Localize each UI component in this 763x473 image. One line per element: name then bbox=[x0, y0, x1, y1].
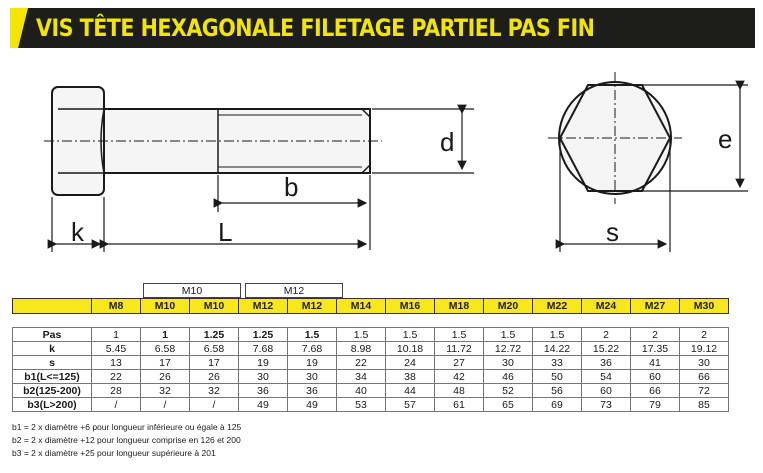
table-cell: 1.25 bbox=[239, 328, 288, 342]
table-cell: 36 bbox=[582, 356, 631, 370]
dim-k-label: k bbox=[71, 217, 84, 247]
notes-block bbox=[12, 421, 241, 460]
dim-e-label: e bbox=[718, 124, 733, 154]
table-cell: 1.5 bbox=[288, 328, 337, 342]
table-cell: 36 bbox=[239, 384, 288, 398]
table-cell: 33 bbox=[533, 356, 582, 370]
table-cell: 1.5 bbox=[435, 328, 484, 342]
table-cell: 22 bbox=[92, 370, 141, 384]
table-cell: / bbox=[190, 398, 239, 412]
table-cell: 19 bbox=[239, 356, 288, 370]
dim-b-label: b bbox=[284, 172, 299, 202]
note-b2: b2 = 2 x diamètre +12 pour longueur comprise en 126 et 200 bbox=[12, 435, 241, 445]
table-cell: 41 bbox=[631, 356, 680, 370]
table-cell: 26 bbox=[190, 370, 239, 384]
table-cell: 30 bbox=[239, 370, 288, 384]
table-cell: 65 bbox=[484, 398, 533, 412]
table-cell: 17 bbox=[190, 356, 239, 370]
table-row bbox=[13, 370, 729, 384]
table-row bbox=[13, 328, 729, 342]
column-header: M20 bbox=[484, 299, 533, 314]
table-cell: 1.5 bbox=[484, 328, 533, 342]
header-blank-cell bbox=[13, 299, 92, 314]
table-cell: 27 bbox=[435, 356, 484, 370]
table-cell: 2 bbox=[631, 328, 680, 342]
table-cell: 54 bbox=[582, 370, 631, 384]
table-cell: 1.5 bbox=[386, 328, 435, 342]
table-row bbox=[13, 342, 729, 356]
table-cell: 1 bbox=[141, 328, 190, 342]
group-header-m12: M12 bbox=[246, 284, 343, 298]
table-cell: 50 bbox=[533, 370, 582, 384]
group-header-m10: M10 bbox=[144, 284, 241, 298]
table-cell: 5.45 bbox=[92, 342, 141, 356]
table-cell: 72 bbox=[680, 384, 729, 398]
table-cell: 26 bbox=[141, 370, 190, 384]
table-cell: 14.22 bbox=[533, 342, 582, 356]
table-cell: 57 bbox=[386, 398, 435, 412]
table-cell: 32 bbox=[190, 384, 239, 398]
column-header: M24 bbox=[582, 299, 631, 314]
table-cell: 49 bbox=[288, 398, 337, 412]
table-cell: 52 bbox=[484, 384, 533, 398]
table-cell: 85 bbox=[680, 398, 729, 412]
table-cell: 19.12 bbox=[680, 342, 729, 356]
table-cell: 8.98 bbox=[337, 342, 386, 356]
column-header: M22 bbox=[533, 299, 582, 314]
table-cell: 34 bbox=[337, 370, 386, 384]
table-cell: 60 bbox=[582, 384, 631, 398]
column-header: M10 bbox=[141, 299, 190, 314]
page-title: VIS TÊTE HEXAGONALE FILETAGE PARTIEL PAS FIN bbox=[36, 14, 595, 42]
end-centerlines bbox=[548, 72, 682, 204]
table-cell: 1 bbox=[92, 328, 141, 342]
table-cell: 12.72 bbox=[484, 342, 533, 356]
table-cell: 13 bbox=[92, 356, 141, 370]
table-cell: 30 bbox=[680, 356, 729, 370]
table-cell: 69 bbox=[533, 398, 582, 412]
table-row bbox=[13, 398, 729, 412]
table-cell: 66 bbox=[680, 370, 729, 384]
table-cell: 46 bbox=[484, 370, 533, 384]
table-cell: 61 bbox=[435, 398, 484, 412]
dimension-table bbox=[12, 327, 729, 412]
row-label: Pas bbox=[13, 328, 92, 342]
table-cell: 79 bbox=[631, 398, 680, 412]
column-header-table bbox=[12, 298, 729, 314]
row-label: b1(L<=125) bbox=[13, 370, 92, 384]
table-cell: 6.58 bbox=[190, 342, 239, 356]
table-cell: 48 bbox=[435, 384, 484, 398]
column-header: M8 bbox=[92, 299, 141, 314]
table-cell: 66 bbox=[631, 384, 680, 398]
table-cell: 40 bbox=[337, 384, 386, 398]
table-cell: 36 bbox=[288, 384, 337, 398]
table-cell: 73 bbox=[582, 398, 631, 412]
table-cell: 2 bbox=[582, 328, 631, 342]
table-cell: 28 bbox=[92, 384, 141, 398]
column-header: M16 bbox=[386, 299, 435, 314]
dim-d-label: d bbox=[440, 127, 455, 157]
table-cell: 6.58 bbox=[141, 342, 190, 356]
column-header: M12 bbox=[288, 299, 337, 314]
note-b3: b3 = 2 x diamètre +25 pour longueur supérieure à 201 bbox=[12, 448, 216, 458]
column-header: M18 bbox=[435, 299, 484, 314]
group-header-table bbox=[143, 283, 343, 298]
table-cell: 19 bbox=[288, 356, 337, 370]
table-cell: 7.68 bbox=[288, 342, 337, 356]
table-cell: 53 bbox=[337, 398, 386, 412]
table-cell: 1.25 bbox=[190, 328, 239, 342]
row-label: b2(125-200) bbox=[13, 384, 92, 398]
table-cell: 24 bbox=[386, 356, 435, 370]
column-header: M27 bbox=[631, 299, 680, 314]
table-cell: / bbox=[141, 398, 190, 412]
table-cell: 17 bbox=[141, 356, 190, 370]
dim-L-label: L bbox=[218, 217, 233, 247]
row-label: b3(L>200) bbox=[13, 398, 92, 412]
table-cell: 56 bbox=[533, 384, 582, 398]
table-cell: 42 bbox=[435, 370, 484, 384]
table-cell: 1.5 bbox=[337, 328, 386, 342]
column-header: M30 bbox=[680, 299, 729, 314]
table-cell: 15.22 bbox=[582, 342, 631, 356]
row-label: s bbox=[13, 356, 92, 370]
table-cell: 7.68 bbox=[239, 342, 288, 356]
dimension-table-body bbox=[13, 328, 729, 412]
table-cell: 17.35 bbox=[631, 342, 680, 356]
table-row bbox=[13, 356, 729, 370]
dim-s-label: s bbox=[606, 217, 619, 247]
table-cell: / bbox=[92, 398, 141, 412]
table-cell: 38 bbox=[386, 370, 435, 384]
bolt-drawing bbox=[0, 52, 763, 282]
table-cell: 1.5 bbox=[533, 328, 582, 342]
table-row bbox=[13, 384, 729, 398]
table-cell: 11.72 bbox=[435, 342, 484, 356]
table-cell: 30 bbox=[484, 356, 533, 370]
column-header: M14 bbox=[337, 299, 386, 314]
table-cell: 10.18 bbox=[386, 342, 435, 356]
table-cell: 22 bbox=[337, 356, 386, 370]
table-cell: 49 bbox=[239, 398, 288, 412]
table-cell: 60 bbox=[631, 370, 680, 384]
table-cell: 30 bbox=[288, 370, 337, 384]
column-header: M12 bbox=[239, 299, 288, 314]
table-cell: 32 bbox=[141, 384, 190, 398]
row-label: k bbox=[13, 342, 92, 356]
table-cell: 2 bbox=[680, 328, 729, 342]
table-cell: 44 bbox=[386, 384, 435, 398]
column-header: M10 bbox=[190, 299, 239, 314]
note-b1: b1 = 2 x diamètre +6 pour longueur inférieure ou égale à 125 bbox=[12, 422, 242, 432]
